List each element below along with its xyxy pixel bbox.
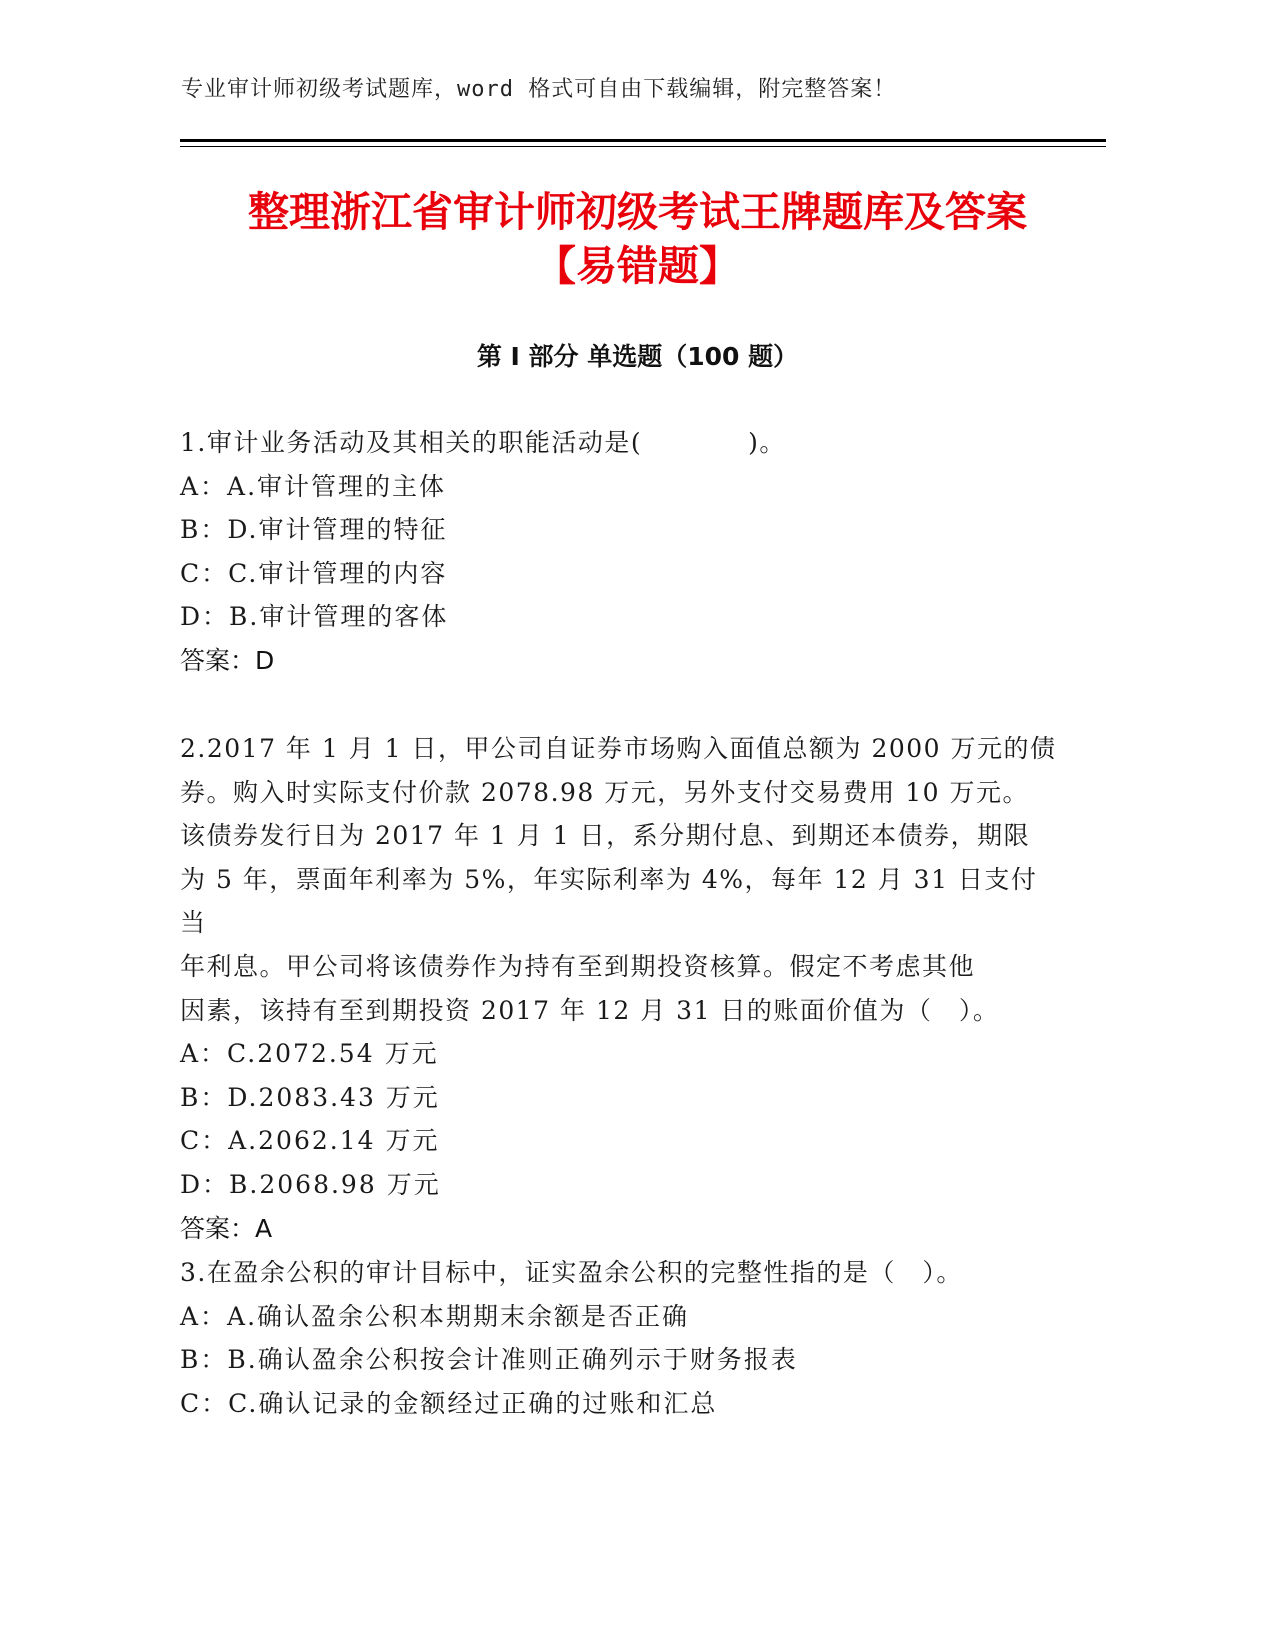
question-stem: 1.审计业务活动及其相关的职能活动是( )。 <box>180 428 786 457</box>
answer-label: 答案： <box>180 645 256 675</box>
option-a: A：A.确认盈余公积本期期末余额是否正确 <box>180 1301 690 1331</box>
answer-line <box>180 639 1060 683</box>
header-note: 专业审计师初级考试题库，word 格式可自由下载编辑，附完整答案！ <box>181 77 897 102</box>
answer-label: 答案： <box>180 1213 256 1243</box>
question-stem: 3.在盈余公积的审计目标中，证实盈余公积的完整性指的是（ ）。 <box>180 1258 963 1287</box>
option-c: C：C.确认记录的金额经过正确的过账和汇总 <box>180 1388 718 1418</box>
question-2 <box>180 727 1060 1250</box>
question-stem-line: 年利息。甲公司将该债券作为持有至到期投资核算。假定不考虑其他 <box>180 951 976 981</box>
header-rule-thick <box>180 139 1106 142</box>
question-stem-line: 为 5 年，票面年利率为 5%，年实际利率为 4%，每年 12 月 31 日支付当 <box>180 864 1038 938</box>
option-c: C：A.2062.14 万元 <box>180 1126 440 1156</box>
option-b: B：D.审计管理的特征 <box>180 515 448 545</box>
question-stem-line: 2.2017 年 1 月 1 日，甲公司自证券市场购入面值总额为 2000 万元的债 <box>180 734 1057 763</box>
section-title: 第 I 部分 单选题（100 题） <box>476 342 799 371</box>
answer-value: A <box>255 1213 273 1243</box>
question-stem-line: 因素，该持有至到期投资 2017 年 12 月 31 日的账面价值为（ ）。 <box>180 995 1000 1025</box>
document-title-line-2: 【易错题】 <box>535 242 740 290</box>
option-b: B：B.确认盈余公积按会计准则正确列示于财务报表 <box>180 1345 798 1375</box>
option-b: B：D.2083.43 万元 <box>180 1082 440 1112</box>
option-d: D：B.2068.98 万元 <box>180 1169 441 1199</box>
option-a: A：A.审计管理的主体 <box>180 471 447 501</box>
option-c: C：C.审计管理的内容 <box>180 558 448 588</box>
header-rule-thin <box>180 146 1106 147</box>
document-title-line-1: 整理浙江省审计师初级考试王牌题库及答案 <box>248 188 1027 236</box>
question-stem-line: 该债券发行日为 2017 年 1 月 1 日，系分期付息、到期还本债券，期限 <box>180 821 1031 851</box>
question-stem-line: 券。购入时实际支付价款 2078.98 万元，另外支付交易费用 10 万元。 <box>180 777 1029 807</box>
option-d: D：B.审计管理的客体 <box>180 602 449 632</box>
answer-line <box>180 1207 1060 1251</box>
option-a: A：C.2072.54 万元 <box>180 1039 439 1069</box>
question-3 <box>180 1251 1060 1425</box>
question-1 <box>180 421 1060 683</box>
answer-value: D <box>255 645 275 675</box>
document-title <box>150 185 1125 293</box>
